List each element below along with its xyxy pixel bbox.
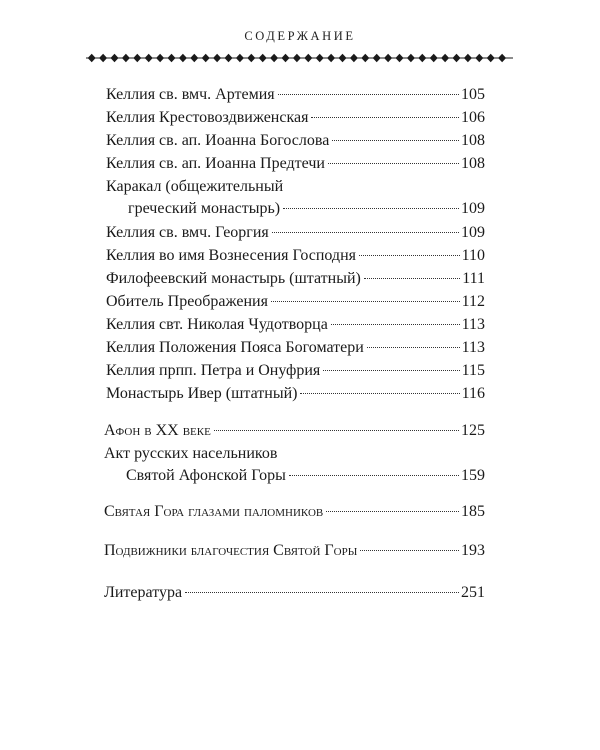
entry-page: 106 [461,109,485,126]
entry-title: Келлия свт. Николая Чудотворца [106,316,328,333]
ornament-diamond [418,54,426,62]
toc-entry[interactable] [106,222,485,244]
ornament-diamond [156,54,164,62]
dot-leader [367,347,460,348]
ornament-diamond [361,54,369,62]
entry-page: 108 [461,155,485,172]
toc-section[interactable] [104,501,485,523]
toc-section[interactable] [104,420,485,442]
entry-title-line2: греческий монастырь) [128,200,281,217]
ornament-diamond [327,54,335,62]
ornament-diamond [304,54,312,62]
toc-entry[interactable] [106,383,485,405]
toc-entry[interactable] [106,360,485,382]
dot-leader [364,278,460,279]
ornament-diamond [259,54,267,62]
entry-page: 110 [461,247,485,264]
section-page: 125 [461,422,485,439]
dot-leader [326,511,459,512]
toc-entry[interactable] [106,314,485,336]
toc-entry[interactable] [106,337,485,359]
ornament-diamond [236,54,244,62]
ornament-diamond [270,54,278,62]
toc-entry[interactable] [106,153,485,175]
entry-page: 108 [461,132,485,149]
entry-title: Келлия св. ап. Иоанна Предтечи [106,155,325,172]
entry-page: 113 [461,339,485,356]
ornament-diamond [316,54,324,62]
dot-leader [271,301,460,302]
section-title-line1: Акт русских насельников [104,445,278,462]
toc-entry[interactable] [106,130,485,152]
entry-title: Келлия св. вмч. Георгия [106,224,269,241]
dot-leader [331,324,460,325]
ornament-diamond [441,54,449,62]
ornament-diamond [464,54,472,62]
dot-leader [323,370,459,371]
entry-page: 112 [461,293,485,310]
dot-leader [214,430,459,431]
toc-entry[interactable] [106,245,485,267]
toc-entry[interactable] [106,176,485,220]
ornament-diamond [111,54,119,62]
ornament-diamond [407,54,415,62]
entry-page: 105 [461,86,485,103]
section-title: Афон в XX веке [104,422,211,439]
entry-title: Обитель Преображения [106,293,268,310]
ornament-diamond [498,54,506,62]
ornament-diamond [225,54,233,62]
dot-leader [185,592,459,593]
ornament-diamond [339,54,347,62]
entry-page: 109 [461,200,485,217]
toc-section[interactable] [104,443,485,487]
entry-page: 111 [462,270,485,287]
ornament-diamond [247,54,255,62]
dot-leader [283,208,459,209]
toc-section[interactable] [104,540,485,562]
entry-title: Келлия прпп. Петра и Онуфрия [106,362,321,379]
section-page: 193 [461,542,485,559]
toc-section[interactable] [104,582,485,604]
dot-leader [278,94,459,95]
ornament-diamond [453,54,461,62]
ornament-diamond [475,54,483,62]
section-title: Литература [104,584,183,601]
dot-leader [300,393,459,394]
entry-title: Келлия во имя Вознесения Господня [106,247,356,264]
entry-title-line1: Каракал (общежительный [106,178,284,195]
ornament-diamond [190,54,198,62]
entry-page: 109 [461,224,485,241]
ornament-diamond [396,54,404,62]
section-page: 251 [461,584,485,601]
dot-leader [359,255,460,256]
dot-leader [272,232,459,233]
dot-leader [332,140,459,141]
section-page: 159 [461,467,485,484]
section-page: 185 [461,503,485,520]
toc-entry[interactable] [106,268,485,290]
ornament-diamond [168,54,176,62]
dot-leader [328,163,459,164]
ornament-diamond [487,54,495,62]
entry-title: Келлия Крестовоздвиженская [106,109,309,126]
ornament-diamond [213,54,221,62]
section-title: Подвижники благочестия Святой Горы [104,542,358,559]
ornament-diamond [179,54,187,62]
dot-leader [360,550,459,551]
entry-title: Филофеевский монастырь (штатный) [106,270,361,287]
entry-page: 113 [461,316,485,333]
section-title: Святая Гора глазами паломников [104,503,324,520]
ornament-diamond [145,54,153,62]
section-title-line2: Святой Афонской Горы [126,467,286,484]
entry-title: Келлия Положения Пояса Богоматери [106,339,364,356]
entry-title: Келлия св. ап. Иоанна Богослова [106,132,330,149]
page-header: СОДЕРЖАНИЕ [244,29,356,43]
ornament-diamond [384,54,392,62]
ornament-divider [86,52,513,64]
dot-leader [311,117,459,118]
entry-title: Монастырь Ивер (штатный) [106,385,298,402]
dot-leader [289,475,459,476]
ornament-diamond [293,54,301,62]
ornament-diamond [202,54,210,62]
ornament-diamond [122,54,130,62]
ornament-diamond [373,54,381,62]
toc-entry[interactable] [106,291,485,313]
ornament-diamond [99,54,107,62]
toc-entry[interactable] [106,84,485,106]
entry-page: 116 [461,385,485,402]
ornament-diamond [88,54,96,62]
entry-title: Келлия св. вмч. Артемия [106,86,275,103]
ornament-diamond [282,54,290,62]
ornament-diamond [430,54,438,62]
ornament-diamond [133,54,141,62]
ornament-diamond [350,54,358,62]
toc-entry[interactable] [106,107,485,129]
entry-page: 115 [461,362,485,379]
